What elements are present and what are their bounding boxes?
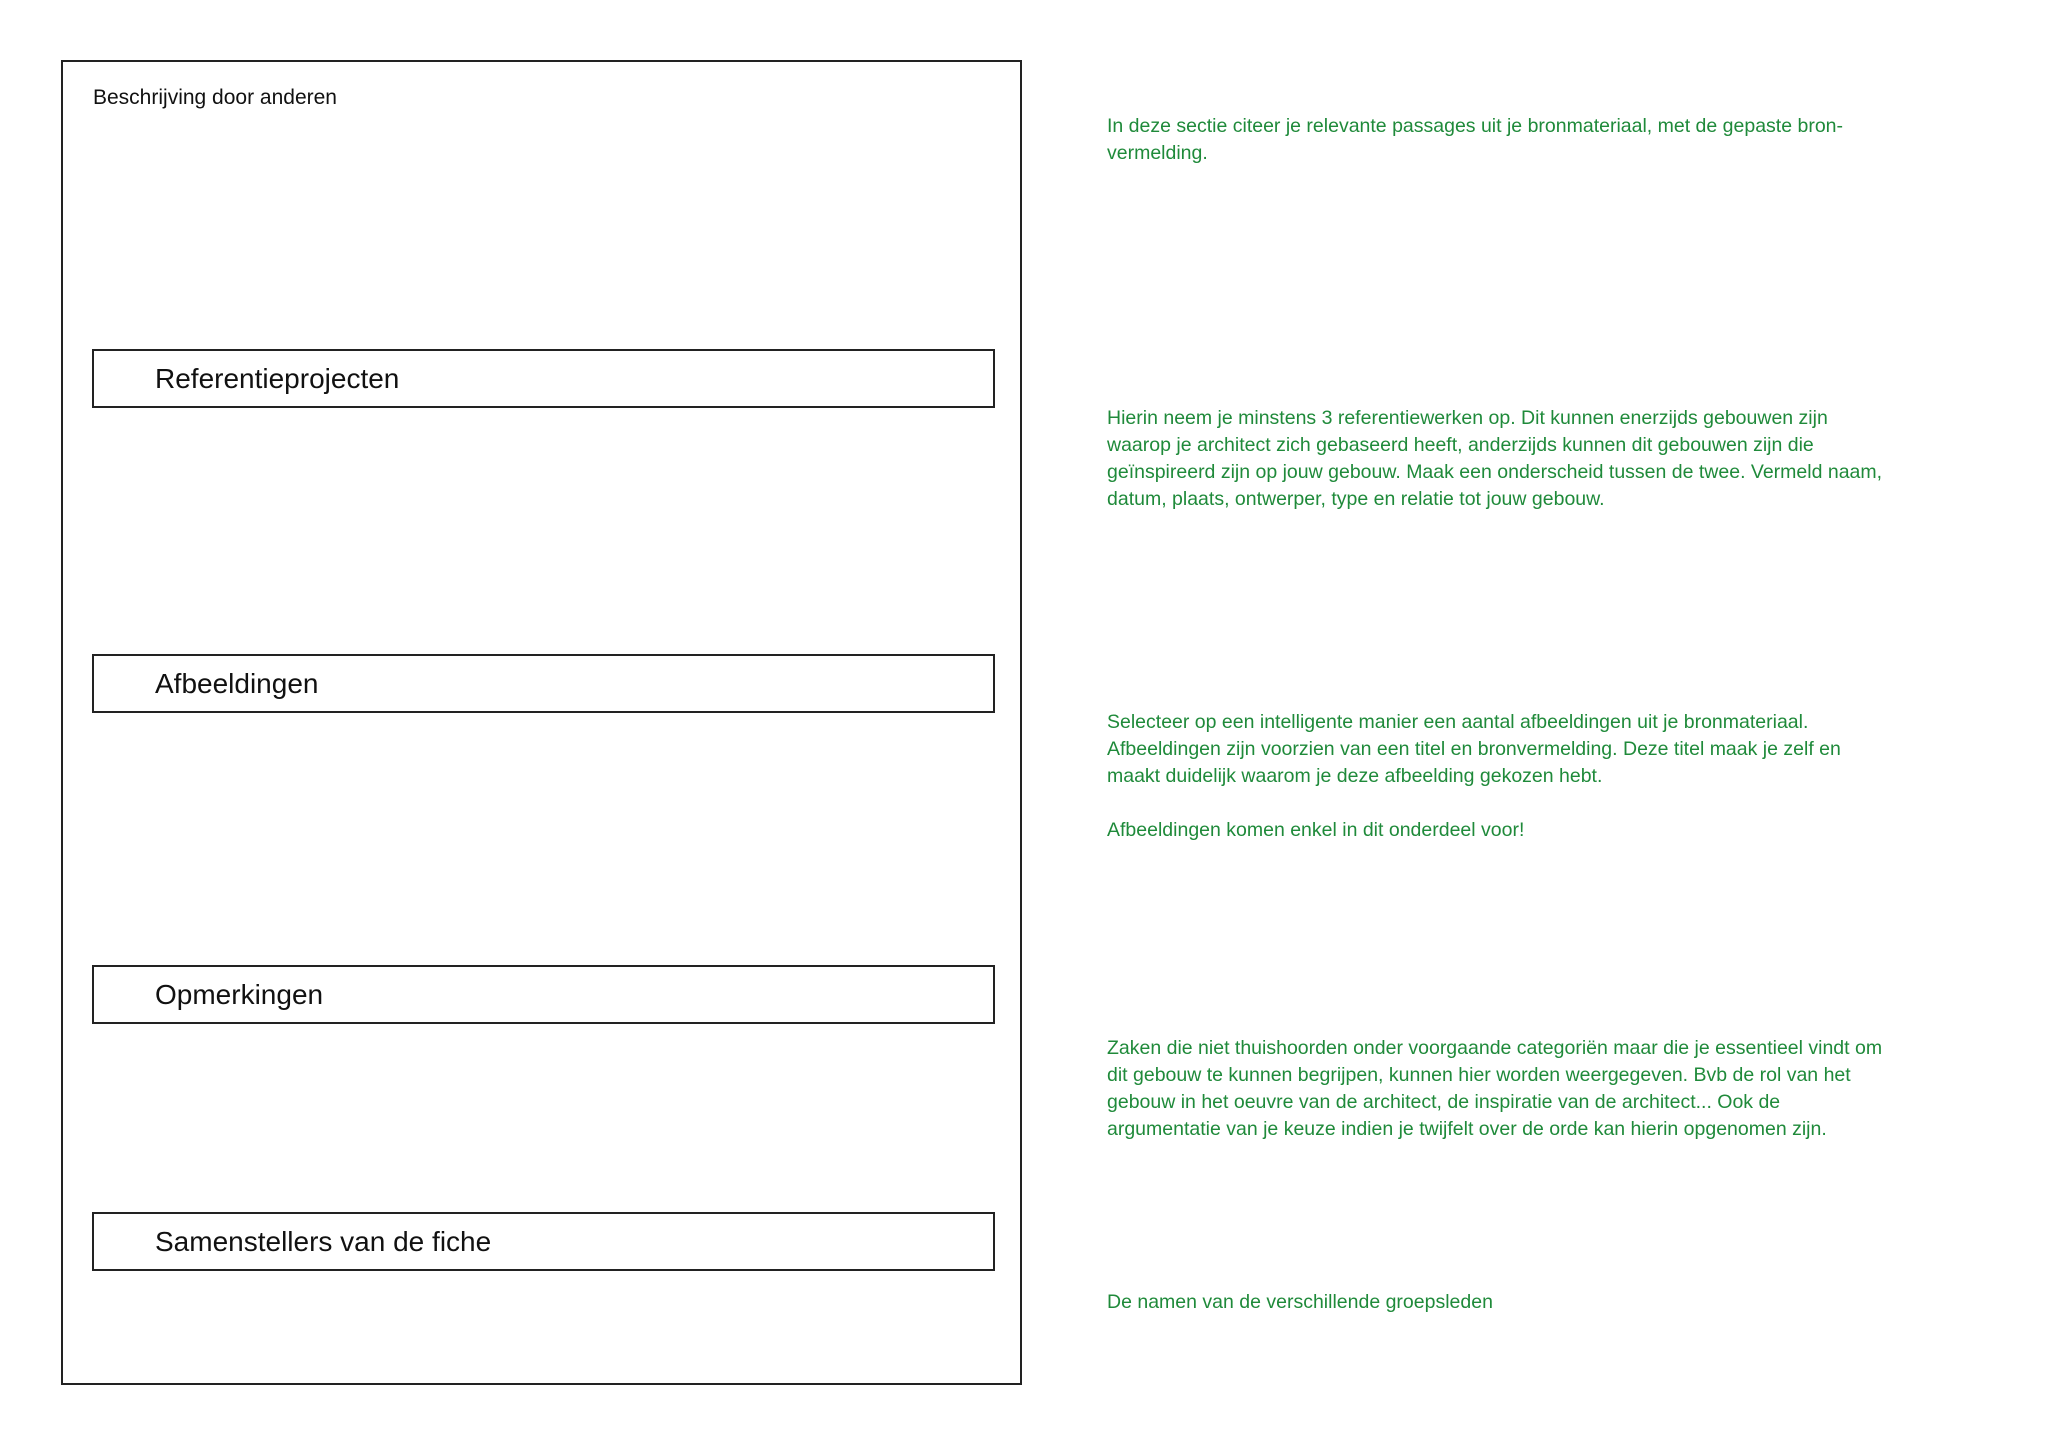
note-samenstellers-text: De namen van de verschillende groepsleden bbox=[1107, 1291, 1493, 1313]
note-referentieprojecten bbox=[1107, 405, 1897, 513]
section-afbeeldingen bbox=[92, 654, 995, 713]
section-label-opmerkingen: Opmerkingen bbox=[155, 979, 324, 1010]
page-frame bbox=[61, 60, 1022, 1385]
section-referentieprojecten bbox=[92, 349, 995, 408]
note-referentieprojecten-text: Hierin neem je minstens 3 referentiewerken op. Dit kunnen enerzijds gebouwen zijn waarop je architect zich gebaseerd heeft, anderzijds kunnen dit gebouwen zijn die geïnspireerd zijn op jouw gebouw. Maak een onderscheid tussen de twee. Vermeld naam, datum, plaats, ontwerper, type en relatie tot jouw gebouw. bbox=[1107, 407, 1883, 510]
note-afbeeldingen-extra: Afbeeldingen komen enkel in dit onderdeel voor! bbox=[1107, 819, 1525, 841]
section-label-referentieprojecten: Referentieprojecten bbox=[155, 363, 400, 394]
section-samenstellers bbox=[92, 1212, 995, 1271]
section-opmerkingen bbox=[92, 965, 995, 1024]
section-label-afbeeldingen: Afbeeldingen bbox=[155, 668, 319, 699]
section-label-samenstellers: Samenstellers van de fiche bbox=[155, 1226, 492, 1257]
note-opmerkingen-text: Zaken die niet thuishoorden onder voorgaande categoriën maar die je essentieel vindt om dit gebouw te kunnen begrijpen, kunnen hier worden weergegeven. Bvb de rol van het gebouw in het oeuvre van de architect, de inspiratie van de architect... Ook de argumentatie van je keuze indien je twijfelt over de orde kan hierin opgenomen zijn. bbox=[1107, 1037, 1883, 1140]
note-samenstellers bbox=[1107, 1289, 1897, 1316]
note-beschrijving-text: In deze sectie citeer je relevante passages uit je bronmateriaal, met de gepaste bron-vermelding. bbox=[1107, 115, 1844, 164]
note-beschrijving bbox=[1107, 113, 1897, 167]
note-afbeeldingen bbox=[1107, 709, 1897, 844]
note-opmerkingen bbox=[1107, 1035, 1897, 1143]
frame-title: Beschrijving door anderen bbox=[93, 86, 337, 109]
note-afbeeldingen-text: Selecteer op een intelligente manier een aantal afbeeldingen uit je bronmateriaal. Afbeeldingen zijn voorzien van een titel en bronvermelding. Deze titel maak je zelf en maakt duidelijk waarom je deze afbeelding gekozen hebt. bbox=[1107, 711, 1841, 787]
